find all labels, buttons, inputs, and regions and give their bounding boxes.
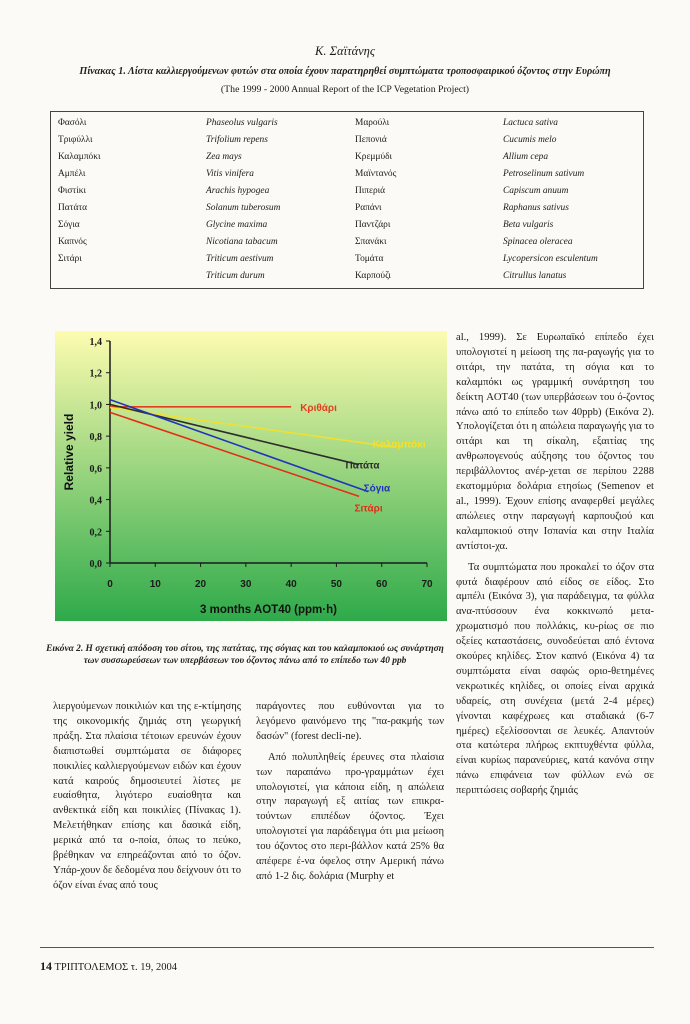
table-subtitle: (The 1999 - 2000 Annual Report of the ICP Vegetation Project) bbox=[220, 84, 470, 95]
x-axis-label: 3 months AOT40 (ppm·h) bbox=[200, 604, 337, 616]
journal-name: ΤΡΙΠΤΟΛΕΜΟΣ τ. 19, 2004 bbox=[54, 962, 177, 973]
y-tick-label: 1,2 bbox=[89, 368, 102, 380]
table-cell: Beta vulgaris bbox=[503, 220, 554, 230]
table-cell: Φιστίκι bbox=[58, 186, 86, 196]
series-label: Σιτάρι bbox=[354, 503, 383, 515]
paragraph: παράγοντες που ευθύνονται για το λεγόμενο φαινόμενο της "πα-ρακμής των δασών" (forest decli-ne). bbox=[256, 701, 444, 742]
body-column-middle bbox=[256, 700, 444, 885]
table-cell: Παντζάρι bbox=[355, 220, 391, 230]
table-cell: Vitis vinifera bbox=[206, 169, 254, 179]
table-row bbox=[51, 118, 645, 134]
table-cell: Πεπονιά bbox=[355, 135, 387, 145]
paragraph: Από πολυπληθείς έρευνες στα πλαίσια των παραπάνω προ-γραμμάτων έχει υπολογιστεί, για κάποια είδη, η απώλεια στην παραγωγή εξ αιτίας των επικρα-τούντων επιπέδων όζοντος. Έχει υπολογιστεί για παράδειγμα ότι μια μείωση του όζοντος στο περι-βάλλον κατά 25% θα απέφερε έ-να όφελος στην Αμερική πάνω από 1-2 δις. δολάρια (Murphy et bbox=[256, 751, 444, 882]
series-label: Κριθάρι bbox=[300, 402, 337, 414]
table-row bbox=[51, 203, 645, 219]
table-row bbox=[51, 254, 645, 270]
body-column-right bbox=[456, 331, 654, 799]
table-cell: Καλαμπόκι bbox=[58, 152, 101, 162]
figure-caption: Εικόνα 2. Η σχετική απόδοση του σίτου, της πατάτας, της σόγιας και του καλαμποκιού ως συνάρτηση των συσσωρεύσεων των υπερβάσεων του όζοντος πάνω από το επίπεδο των 40 ppb bbox=[46, 644, 444, 666]
series-label: Σόγια bbox=[363, 483, 391, 495]
x-tick-label: 30 bbox=[240, 579, 252, 590]
y-tick-label: 1,0 bbox=[89, 400, 102, 412]
table-row bbox=[51, 152, 645, 168]
y-tick-label: 0,2 bbox=[89, 527, 102, 539]
crop-table bbox=[50, 111, 644, 289]
table-cell: Zea mays bbox=[206, 152, 242, 162]
x-tick-label: 70 bbox=[421, 579, 433, 590]
table-cell: Cucumis melo bbox=[503, 135, 557, 145]
table-cell: Phaseolus vulgaris bbox=[206, 118, 278, 128]
series-label: Πατάτα bbox=[345, 460, 380, 472]
table-cell: Τομάτα bbox=[355, 254, 384, 264]
table-cell: Σπανάκι bbox=[355, 237, 387, 247]
x-tick-label: 50 bbox=[330, 579, 342, 590]
x-tick-label: 60 bbox=[376, 579, 388, 590]
body-column-left bbox=[53, 700, 241, 894]
footer-divider bbox=[40, 947, 654, 948]
x-tick-label: 20 bbox=[195, 579, 207, 590]
yield-chart bbox=[55, 331, 447, 621]
table-cell: Trifolium repens bbox=[206, 135, 268, 145]
table-cell: Κρεμμύδι bbox=[355, 152, 393, 162]
table-cell: Σόγια bbox=[58, 220, 80, 230]
table-cell: Allium cepa bbox=[503, 152, 549, 162]
paragraph: al., 1999). Σε Ευρωπαϊκό επίπεδο έχει υπολογιστεί η μείωση της πα-ραγωγής για το σιτάρι, την πατάτα, τη σόγια και το καλαμπόκι ως γραμμική συνάρτηση του δείκτη AOT40 (των υπερβάσεων του ό-ζοντος πάνω από το επίπεδο των 40ppb) (Εικόνα 2). Υπολογίζεται ότι η απώλεια παραγωγής για το σιτάρι και τη σίκαλη, εξαιτίας της ανθρωπογενούς αύξησης του όζοντος του περιβάλλοντος ανέρ-χεται σε περίπου 2288 εκατομμύρια δολάρια ετησίως (Semenov et al., 1999). Έχουν επίσης αναφερθεί μεγάλες απώλειες στην παραγωγή καρπουζιού και καλαμποκιού στην Ισπανία και στην Ιταλία αντίστοι-χα. bbox=[456, 332, 654, 552]
table-cell: Αμπέλι bbox=[58, 169, 86, 179]
table-cell: Σιτάρι bbox=[58, 254, 82, 264]
author-name: Κ. Σαϊτάνης bbox=[315, 44, 375, 58]
table-cell: Lycopersicon esculentum bbox=[503, 254, 598, 264]
table-cell: Nicotiana tabacum bbox=[206, 237, 278, 247]
table-cell: Ραπάνι bbox=[355, 203, 382, 213]
series-label: Καλαμπόκι bbox=[372, 439, 426, 451]
table-cell: Spinacea oleracea bbox=[503, 237, 573, 247]
table-cell: Petroselinum sativum bbox=[503, 169, 585, 179]
table-cell: Φασόλι bbox=[58, 118, 87, 128]
x-tick-label: 40 bbox=[285, 579, 297, 590]
table-cell: Raphanus sativus bbox=[503, 203, 569, 213]
table-cell: Solanum tuberosum bbox=[206, 203, 281, 213]
table-cell: Μαρούλι bbox=[355, 118, 390, 128]
table-cell: Triticum durum bbox=[206, 271, 265, 281]
y-tick-label: 0,4 bbox=[89, 495, 102, 507]
table-row bbox=[51, 135, 645, 151]
y-axis-label: Relative yield bbox=[62, 413, 76, 491]
paragraph: λιεργούμενων ποικιλιών και της ε-κτίμησης της οικονομικής ζημιάς στη γεωργική πράξη. Στα πλαίσια τέτοιων ερευνών έχουν διαπιστωθεί συμπτώματα σε διάφορες ποικιλίες καλλιεργούμενων ειδών και έχουν κατά καιρούς δημοσιευτεί λίστες με ευαίσθητα, λιγότερο ευαίσθητα και ανθεκτικά είδη και ποικιλίες (Πίνακας 1). Μελετήθηκαν επίσης και δασικά είδη, μερικά από τα ο-ποία, όπως το πεύκο, βρέθηκαν να επηρεάζονται από το όζον. Υπάρ-χουν δε δεδομένα που δείχνουν ότι το όζον είναι ένας από τους bbox=[53, 701, 241, 891]
chart-background bbox=[55, 331, 447, 621]
paragraph: Τα συμπτώματα που προκαλεί το όζον στα φυτά διαφέρουν από είδος σε είδος. Στο αμπέλι (Εικόνα 3), για παράδειγμα, τα φύλλα ανα-πτύσσουν ένα κοκκινωπό μετα-χρωματισμό που πολλάκις, κυ-ρίως σε πιο οξείες καταστάσεις, συνοδεύεται από έντονα σκούρες κηλίδες. Στον καπνό (Εικόνα 4) τα συμπτώματα είναι σαφώς οριο-θετημένες νεκρωτικές κηλίδες, οι οποίες είναι αρχικά υδαρείς, στη συνέχεια (μετά 2-4 μέρες) γίνονται καφέχρωες και σταδιακά (6-7 ημέρες) εξελίσσονται σε λευκές. Απαντούν στα κατώτερα πλήρως εκπτυχθέντα φύλλα, είναι κυρίως παρανεύριες, κατά κανόνα στην πάνω επιφάνεια των φύλλων ενώ σε περιπτώσεις σοβαρής ζημιάς bbox=[456, 561, 654, 797]
table-title: Πίνακας 1. Λίστα καλλιεργούμενων φυτών στα οποία έχουν παρατηρηθεί συμπτώματα τροποσφαιρικού όζοντος στην Ευρώπη bbox=[79, 66, 611, 77]
table-cell: Arachis hypogea bbox=[206, 186, 270, 196]
table-cell: Triticum aestivum bbox=[206, 254, 274, 264]
table-cell: Καρπούζι bbox=[355, 271, 391, 281]
table-row bbox=[51, 237, 645, 253]
table-cell: Πιπεριά bbox=[355, 186, 386, 196]
table-cell: Glycine maxima bbox=[206, 220, 268, 230]
table-row bbox=[51, 220, 645, 236]
table-cell: Πατάτα bbox=[58, 203, 88, 213]
table-cell: Μαϊντανός bbox=[355, 169, 397, 179]
page-footer bbox=[40, 959, 177, 974]
table-cell: Καπνός bbox=[58, 237, 87, 247]
table-cell: Lactuca sativa bbox=[503, 118, 558, 128]
x-tick-label: 0 bbox=[107, 579, 113, 590]
y-tick-label: 0,6 bbox=[89, 463, 102, 475]
table-row bbox=[51, 186, 645, 202]
table-cell: Capiscum anuum bbox=[503, 186, 569, 196]
table-row bbox=[51, 169, 645, 185]
y-tick-label: 1,4 bbox=[89, 337, 102, 348]
y-tick-label: 0,0 bbox=[89, 559, 102, 570]
page-number: 14 bbox=[40, 959, 52, 973]
table-row bbox=[51, 271, 645, 287]
x-tick-label: 10 bbox=[149, 579, 161, 590]
table-cell: Citrullus lanatus bbox=[503, 271, 567, 281]
y-tick-label: 0,8 bbox=[89, 432, 102, 444]
table-cell: Τριφύλλι bbox=[58, 135, 93, 145]
